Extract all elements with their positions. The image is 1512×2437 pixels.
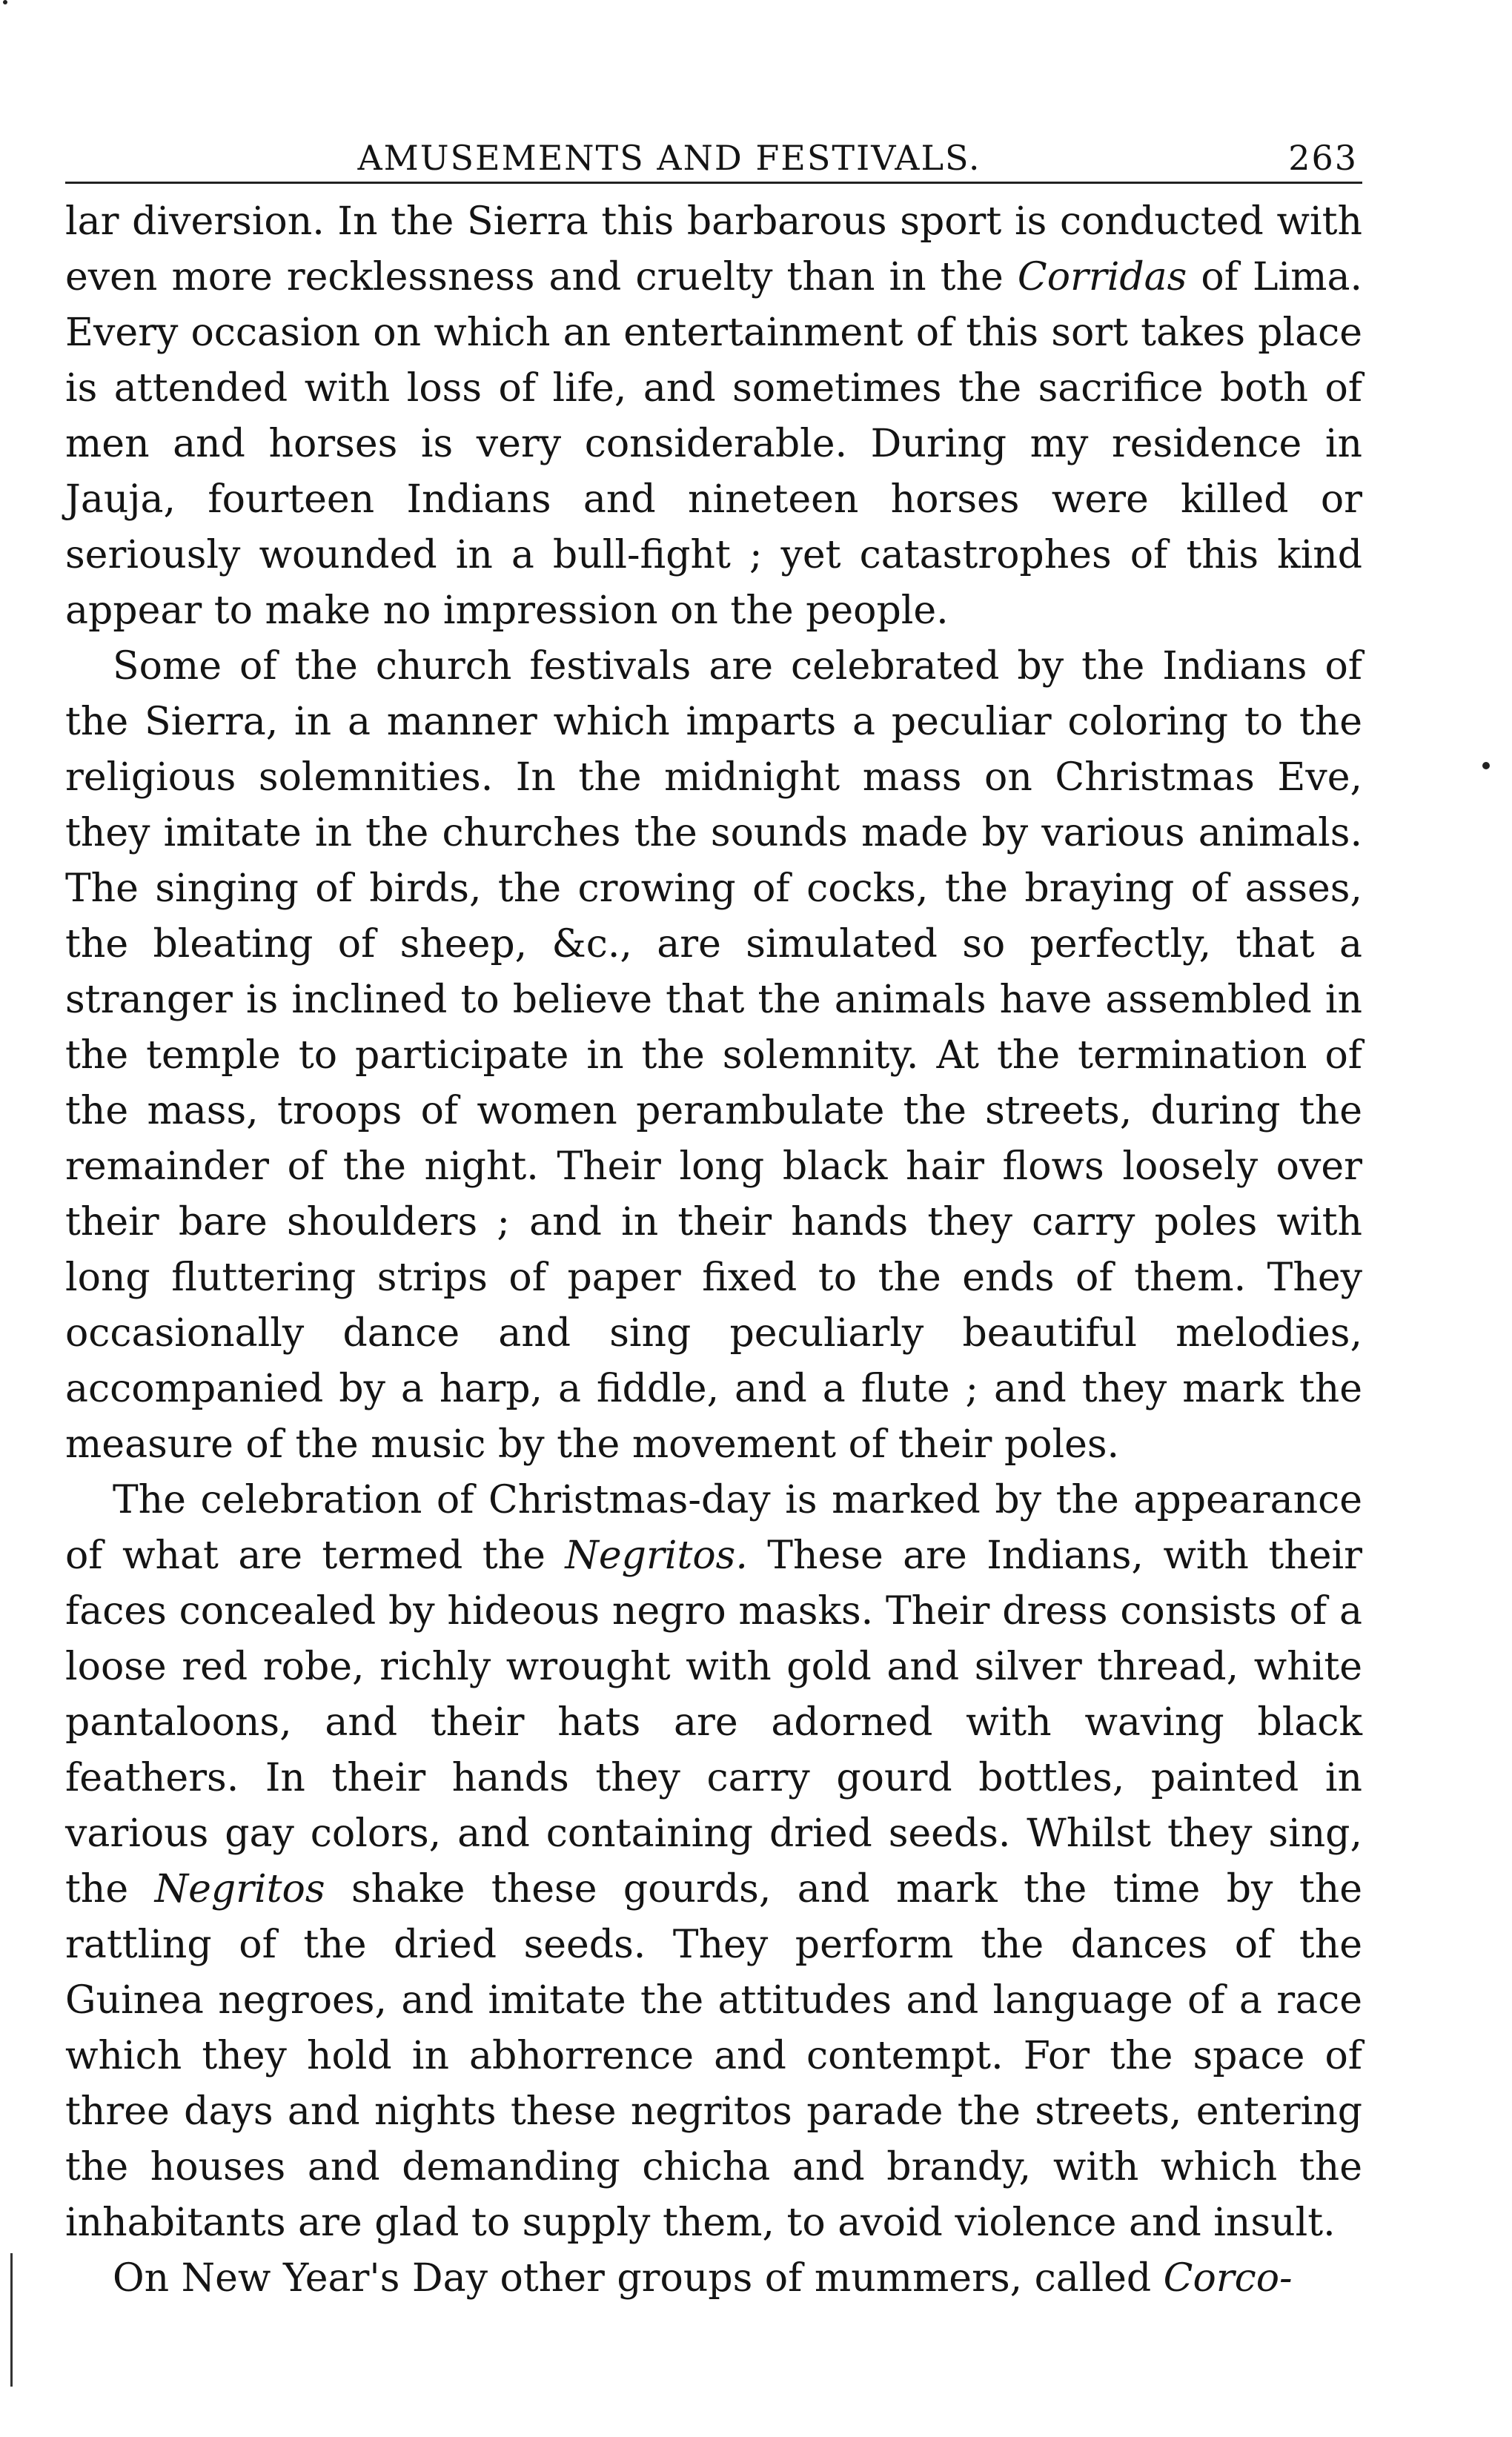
text-run: shake these gourds, and mark the time by the rattling of the dried seeds. They perform the dances of the Guinea negroes, and imitate the attitudes and language of a race which they hold in abhorrence and contempt. For the space of three days and nights these negritos parade the streets, entering the houses and demanding chicha and brandy, with which the inhabitants are glad to supply them, to avoid violence and insult. <box>65 1867 1362 2245</box>
paragraph <box>65 1473 1362 2251</box>
stray-ink-dot <box>1482 762 1490 769</box>
paragraph <box>65 194 1362 639</box>
italic-term: Negritos. <box>565 1534 748 1578</box>
page-number: 263 <box>1288 138 1358 178</box>
stray-ink-dot-corner <box>3 0 7 4</box>
italic-term: Corridas <box>1017 255 1187 299</box>
page-edge-mark <box>10 2253 13 2387</box>
paragraph <box>65 639 1362 1473</box>
text-run: lar diversion. In the Sierra this barbarous sport is conducted with even more recklessness and cruelty than in the <box>65 199 1362 299</box>
text-run: On New Year's Day other groups of mummers, called <box>113 2256 1164 2301</box>
text-run: Some of the church festivals are celebrated by the Indians of the Sierra, in a manner which imparts a peculiar coloring to the religious solemnities. In the midnight mass on Christmas Eve, they imitate in the churches the sounds made by various animals. The singing of birds, the crowing of cocks, the braying of asses, the bleating of sheep, &c., are simulated so perfectly, that a stranger is inclined to believe that the animals have assembled in the temple to participate in the solemnity. At the termination of the mass, troops of women perambulate the streets, during the remainder of the night. Their long black hair flows loosely over their bare shoulders ; and in their hands they carry poles with long fluttering strips of paper fixed to the ends of them. They occasionally dance and sing peculiarly beautiful melodies, accompanied by a harp, a fiddle, and a flute ; and they mark the measure of the music by the movement of their poles. <box>65 644 1362 1467</box>
body-text <box>65 194 1362 2307</box>
text-run: of Lima. Every occasion on which an entertainment of this sort takes place is attended with loss of life, and sometimes the sacrifice both of men and horses is very considerable. During my residence in Jauja, fourteen Indians and nineteen horses were killed or seriously wounded in a bull-fight ; yet catastrophes of this kind appear to make no impression on the people. <box>65 255 1363 633</box>
running-header <box>65 125 1362 184</box>
book-page <box>65 125 1362 2407</box>
text-run: The celebration of Christmas-day is marked by the appearance of what are termed the <box>65 1478 1362 1578</box>
running-title: AMUSEMENTS AND FESTIVALS. <box>357 138 981 178</box>
italic-term: Corco- <box>1163 2256 1293 2301</box>
text-run: These are Indians, with their faces concealed by hideous negro masks. Their dress consists of a loose red robe, richly wrought with gold and silver thread, white pantaloons, and their hats are adorned with waving black feathers. In their hands they carry gourd bottles, painted in various gay colors, and containing dried seeds. Whilst they sing, the <box>65 1534 1362 1912</box>
paragraph <box>65 2251 1362 2307</box>
italic-term: Negritos <box>154 1867 325 1912</box>
